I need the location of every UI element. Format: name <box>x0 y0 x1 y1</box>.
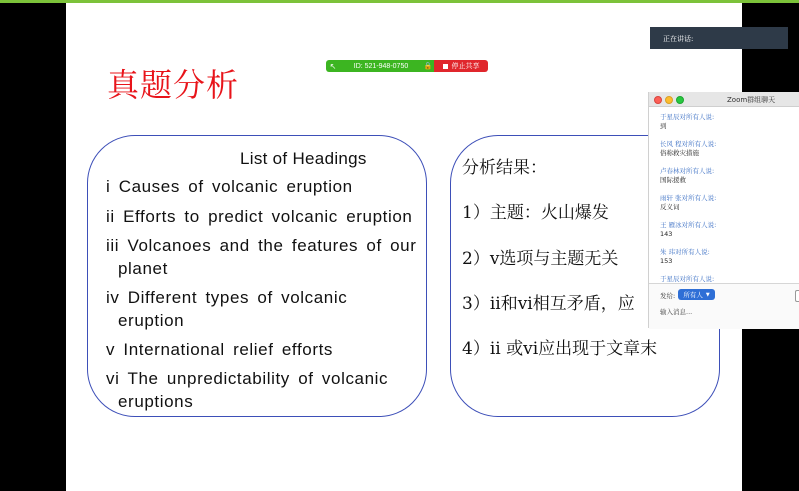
analysis-item: 3）ii和vi相互矛盾，应 <box>462 294 635 314</box>
message-sender: 雨轩 张对所有人说: <box>660 194 717 202</box>
heading-line: ii Efforts to predict volcanic eruption <box>106 207 413 226</box>
chat-message-list[interactable] <box>649 107 799 283</box>
message-text: 到 <box>660 122 667 130</box>
message-text: 国际援救 <box>660 176 686 184</box>
minimize-window-icon[interactable] <box>665 96 673 104</box>
analysis-item: 2）v选项与主题无关 <box>462 249 619 269</box>
heading-line: eruption <box>118 311 185 330</box>
meeting-id: ID: 521-948-0750 <box>353 62 409 70</box>
heading-line: iii Volcanoes and the features of our <box>106 236 417 255</box>
message-text: 143 <box>660 230 673 238</box>
chat-title: Zoom群组聊天 <box>727 96 776 104</box>
heading-line: i Causes of volcanic eruption <box>106 177 353 196</box>
message-text: 反义词 <box>660 203 680 211</box>
message-text: 153 <box>660 257 673 265</box>
message-text: 俗称救灾措施 <box>660 149 699 157</box>
chat-compose-area <box>649 283 799 329</box>
zoom-chat-window <box>648 92 799 328</box>
recipient-value: 所有人 <box>683 291 703 299</box>
heading-line: eruptions <box>118 392 194 411</box>
slide-title: 真题分析 <box>107 66 240 104</box>
headings-title: List of Headings <box>240 149 367 168</box>
heading-line: v International relief efforts <box>106 340 334 359</box>
pin-arrow-icon[interactable]: ↖ <box>329 61 337 71</box>
heading-line: iv Different types of volcanic <box>106 288 348 307</box>
message-sender: 于星辰对所有人说: <box>660 275 715 283</box>
message-sender: 于星辰对所有人说: <box>660 113 715 121</box>
message-sender: 朱 玮对所有人说: <box>660 248 710 256</box>
maximize-window-icon[interactable] <box>676 96 684 104</box>
file-icon[interactable] <box>795 290 799 302</box>
meeting-id-pill[interactable] <box>326 60 434 72</box>
chat-titlebar[interactable] <box>649 92 799 107</box>
lock-icon[interactable]: 🔒 <box>423 63 433 70</box>
analysis-item: 1）主题：火山爆发 <box>462 203 609 223</box>
analysis-item: 4）ii 或vi应出现于文章末 <box>462 339 658 359</box>
chat-message <box>660 248 710 266</box>
stop-icon <box>443 64 448 69</box>
heading-line: vi The unpredictability of volcanic <box>106 369 389 388</box>
chat-message <box>660 275 714 283</box>
chat-message <box>660 194 716 212</box>
chat-message <box>660 113 714 131</box>
active-speaker-panel[interactable] <box>650 27 788 49</box>
recipient-dropdown[interactable] <box>678 289 715 300</box>
send-to-label: 发给: <box>660 292 676 300</box>
chat-message <box>660 221 716 239</box>
share-toolbar <box>326 60 488 72</box>
chevron-down-icon: ▼ <box>705 291 710 298</box>
heading-line: planet <box>118 259 168 278</box>
chat-message <box>660 167 714 185</box>
chat-message <box>660 140 716 158</box>
message-sender: 王 雁冰对所有人说: <box>660 221 717 229</box>
speaker-label: 正在讲话: <box>663 35 694 43</box>
message-sender: 长风 程对所有人说: <box>660 140 717 148</box>
close-window-icon[interactable] <box>654 96 662 104</box>
presentation-slide <box>66 3 742 491</box>
analysis-title: 分析结果： <box>462 158 547 178</box>
message-sender: 卢春林对所有人说: <box>660 167 715 175</box>
stop-share-button[interactable] <box>434 60 488 72</box>
stop-share-label: 停止共享 <box>451 63 480 70</box>
message-input[interactable]: 输入消息... <box>660 308 693 316</box>
